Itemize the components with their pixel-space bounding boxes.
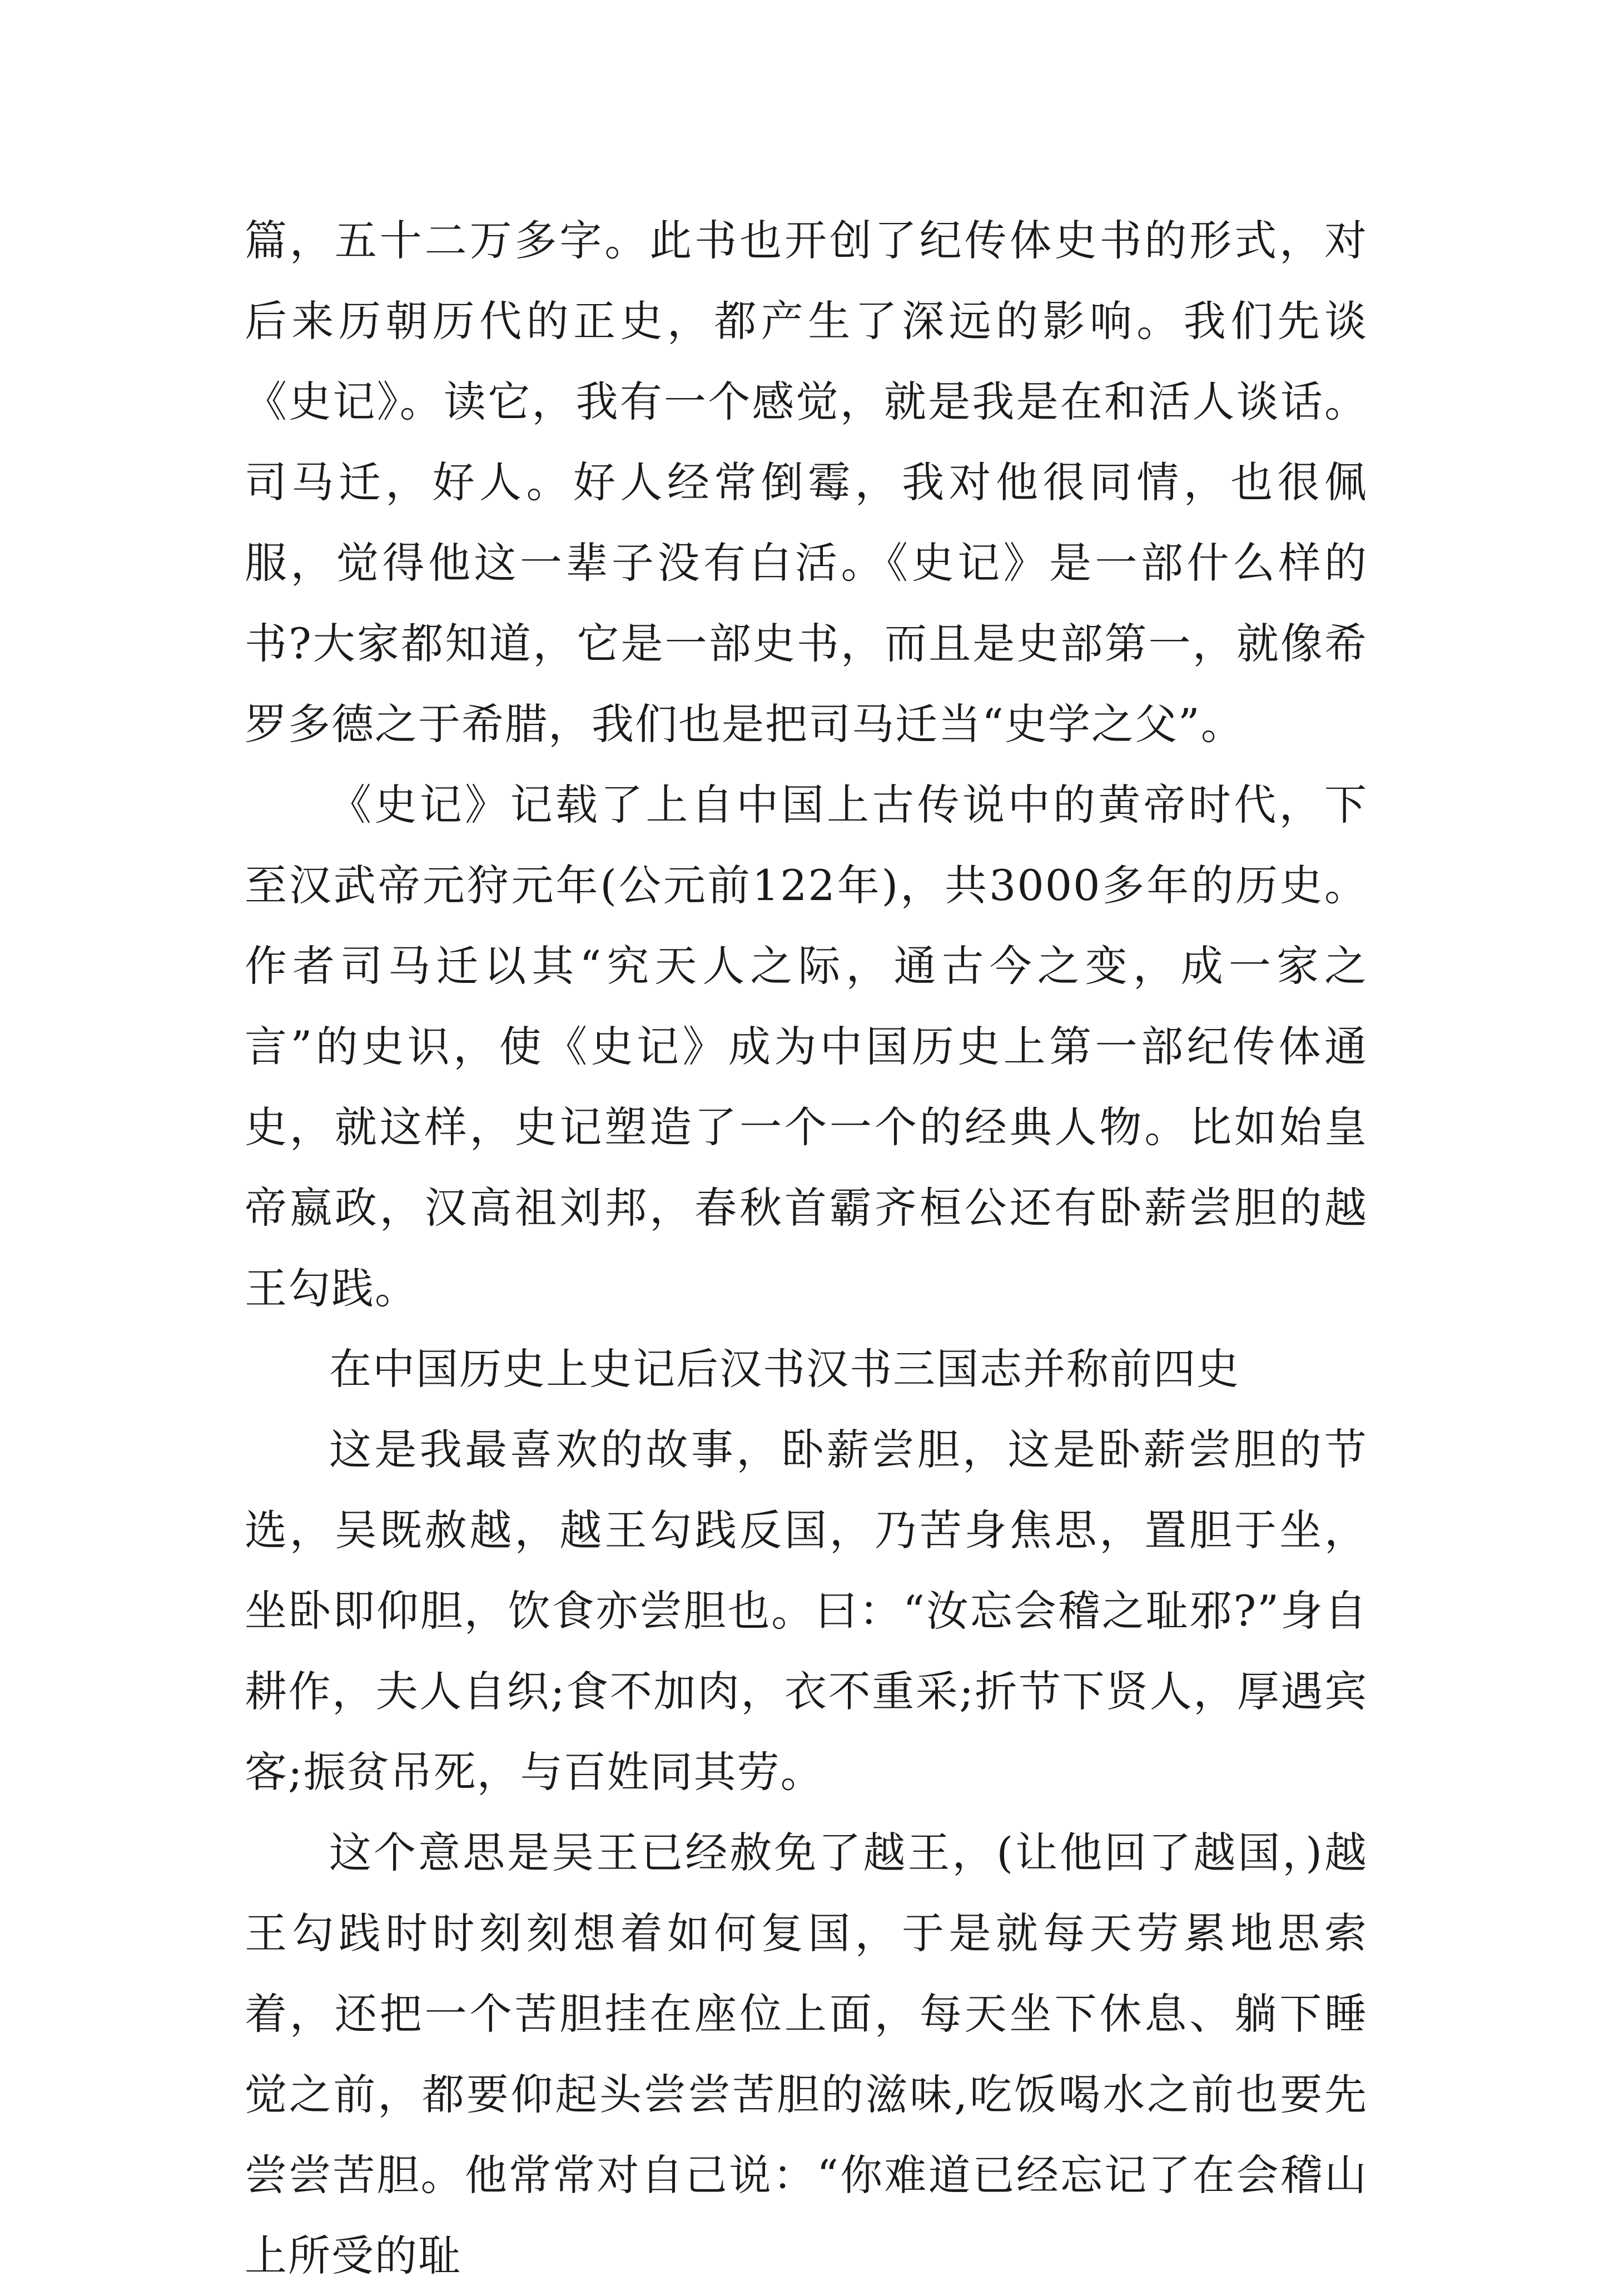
paragraph-5: 这个意思是吴王已经赦免了越王，(让他回了越国，)越王勾践时时刻刻想着如何复国，于是就每天劳累地思索着，还把一个苦胆挂在座位上面，每天坐下休息、躺下睡觉之前，都要仰起头尝尝苦胆的滋味,吃饭喝水之前也要先尝尝苦胆。他常常对自己说：“你难道已经忘记了在会稽山上所受的耻	[245, 1828, 1368, 2280]
paragraph-3: 在中国历史上史记后汉书汉书三国志并称前四史	[329, 1344, 1240, 1394]
document-body	[245, 200, 1368, 2296]
paragraph-4: 这是我最喜欢的故事，卧薪尝胆，这是卧薪尝胆的节选，吴既赦越，越王勾践反国，乃苦身焦思，置胆于坐，坐卧即仰胆，饮食亦尝胆也。曰：“汝忘会稽之耻邪?”身自耕作，夫人自织;食不加肉，衣不重采;折节下贤人，厚遇宾客;振贫吊死，与百姓同其劳。	[245, 1425, 1368, 1797]
paragraph-1: 篇，五十二万多字。此书也开创了纪传体史书的形式，对后来历朝历代的正史，都产生了深远的影响。我们先谈《史记》。读它，我有一个感觉，就是我是在和活人谈话。司马迁，好人。好人经常倒霉，我对他很同情，也很佩服，觉得他这一辈子没有白活。《史记》是一部什么样的书?大家都知道，它是一部史书，而且是史部第一，就像希罗多德之于希腊，我们也是把司马迁当“史学之父”。	[245, 216, 1368, 749]
paragraph-2: 《史记》记载了上自中国上古传说中的黄帝时代，下至汉武帝元狩元年(公元前122年)，共3000多年的历史。作者司马迁以其“究天人之际，通古今之变，成一家之言”的史识，使《史记》成为中国历史上第一部纪传体通史，就这样，史记塑造了一个一个的经典人物。比如始皇帝嬴政，汉高祖刘邦，春秋首霸齐桓公还有卧薪尝胆的越王勾践。	[245, 780, 1368, 1313]
